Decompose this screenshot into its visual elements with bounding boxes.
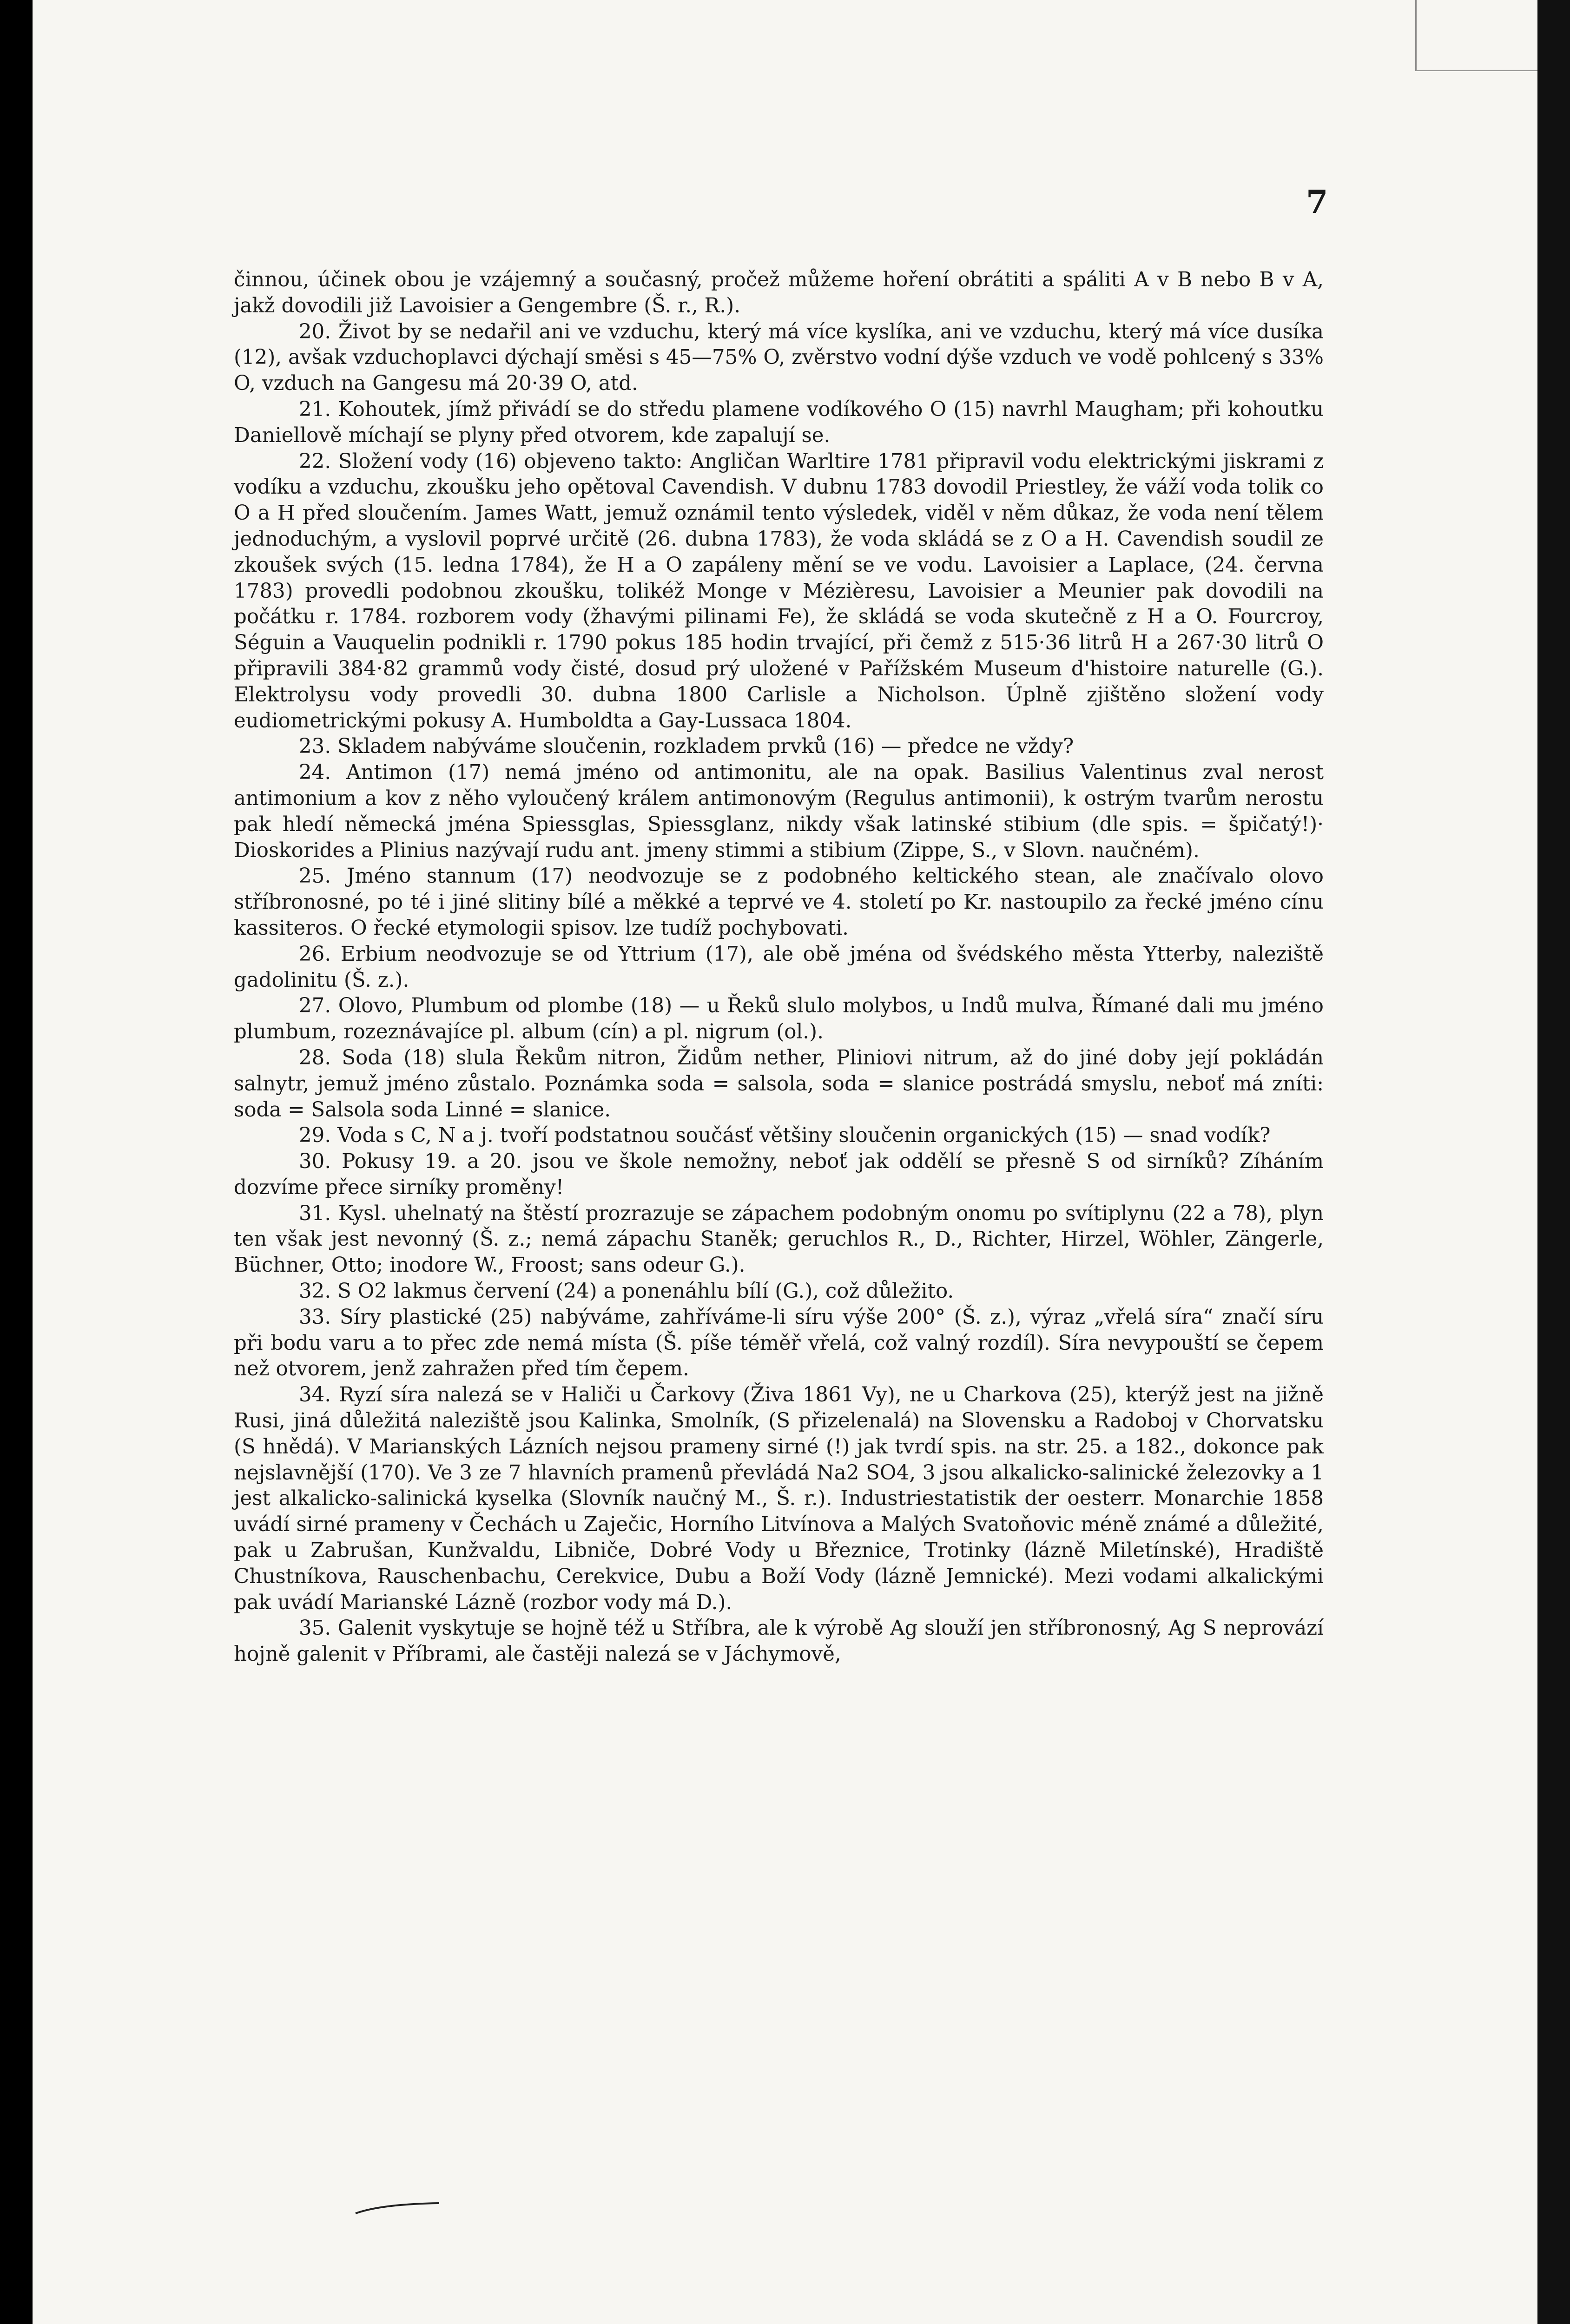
paragraph-20: 20. Život by se nedařil ani ve vzduchu, který má více kyslíka, ani ve vzduchu, který má více dusíka (12), avšak vzduchoplavci dýchají směsi s 45—75% O, zvěrstvo vodní dýše vzduch ve vodě pohlcený s 33% O, vzduch na Gangesu má 20·39 O, atd. xyxy=(234,320,1324,396)
paragraph-27: 27. Olovo, Plumbum od plombe (18) — u Řeků slulo molybos, u Indů mulva, Římané dali mu jméno plumbum, rozeznávajíce pl. album (cín) a pl. nigrum (ol.). xyxy=(234,994,1324,1044)
paragraph-intro: činnou, účinek obou je vzájemný a současný, pročež můžeme hoření obrátiti a spáliti A v B nebo B v A, jakž dovodili již Lavoisier a Gengembre (Š. r., R.). xyxy=(234,268,1324,317)
paragraph-32: 32. S O2 lakmus červení (24) a ponenáhlu bílí (G.), což důležito. xyxy=(299,1280,954,1303)
page-number: 7 xyxy=(1306,184,1328,221)
paragraph-23: 23. Skladem nabýváme sloučenin, rozkladem prvků (16) — předce ne vždy? xyxy=(299,735,1074,759)
paragraph-33: 33. Síry plastické (25) nabýváme, zahříváme-li síru výše 200° (Š. z.), výraz „vřelá síra“ značí síru při bodu varu a to přec zde nemá místa (Š. píše téměř vřelá, což valný rozdíl). Síra nevypouští se čepem než otvorem, jenž zahražen před tím čepem. xyxy=(234,1305,1324,1381)
paragraph-28: 28. Soda (18) slula Řekům nitron, Židům nether, Pliniovi nitrum, až do jiné doby její pokládán salnytr, jemuž jméno zůstalo. Poznámka soda = salsola, soda = slanice postrádá smyslu, neboť má zníti: soda = Salsola soda Linné = slanice. xyxy=(234,1046,1324,1122)
paragraph-22: 22. Složení vody (16) objeveno takto: Angličan Warltire 1781 připravil vodu elektrickými jiskrami z vodíku a vzduchu, zkoušku jeho opětoval Cavendish. V dubnu 1783 dovodil Priestley, že váží voda tolik co O a H před sloučením. James Watt, jemuž oznámil tento výsledek, viděl v něm důkaz, že voda není tělem jednoduchým, a vyslovil poprvé určitě (26. dubna 1783), že voda skládá se z O a H. Cavendish soudil ze zkoušek svých (15. ledna 1784), že H a O zapáleny mění se ve vodu. Lavoisier a Laplace, (24. června 1783) provedli podobnou zkoušku, tolikéž Monge v Mézièresu, Lavoisier a Meunier pak dovodili na počátku r. 1784. rozborem vody (žhavými pilinami Fe), že skládá se voda skutečně z H a O. Fourcroy, Séguin a Vauquelin podnikli r. 1790 pokus 185 hodin trvající, při čemž z 515·36 litrů H a 267·30 litrů O připravili 384·82 grammů vody čisté, dosud prý uložené v Pařížském Museum d'histoire naturelle (G.). Elektrolysu vody provedli 30. dubna 1800 Carlisle a Nicholson. Úplně zjištěno složení vody eudiometrickými pokusy A. Humboldta a Gay-Lussaca 1804. xyxy=(234,449,1324,733)
paragraph-35: 35. Galenit vyskytuje se hojně též u Stříbra, ale k výrobě Ag slouží jen stříbronosný, Ag S neprovází hojně galenit v Příbrami, ale častěji nalezá se v Jáchymově, xyxy=(234,1617,1324,1666)
scan-edge-left xyxy=(0,0,33,2324)
scan-edge-right xyxy=(1537,0,1570,2324)
paragraph-34: 34. Ryzí síra nalezá se v Haliči u Čarkovy (Živa 1861 Vy), ne u Charkova (25), kterýž jest na jižně Rusi, jiná důležitá naleziště jsou Kalinka, Smolník, (S přizelenalá) na Slovensku a Radoboj v Chorvatsku (S hnědá). V Marianských Lázních nejsou prameny sirné (!) jak tvrdí spis. na str. 25. a 182., dokonce pak nejslavnější (170). Ve 3 ze 7 hlavních pramenů převládá Na2 SO4, 3 jsou alkalicko-salinické železovky a 1 jest alkalicko-salinická kyselka (Slovník naučný M., Š. r.). Industriestatistik der oesterr. Monarchie 1858 uvádí sirné prameny v Čechách u Zaječic, Horního Litvínova a Malých Svatoňovic méně známé a důležité, pak u Zabrušan, Kunžvaldu, Libniče, Dobré Vody u Březnice, Trotinky (lázně Miletínské), Hradiště Chustníkova, Rauschenbachu, Cerekvice, Dubu a Boží Vody (lázně Jemnické). Mezi vodami alkalickými pak uvádí Marianské Lázně (rozbor vody má D.). xyxy=(234,1383,1324,1614)
paragraph-26: 26. Erbium neodvozuje se od Yttrium (17), ale obě jména od švédského města Ytterby, naleziště gadolinitu (Š. z.). xyxy=(234,942,1324,992)
paragraph-21: 21. Kohoutek, jímž přivádí se do středu plamene vodíkového O (15) navrhl Maugham; při kohoutku Daniellově míchají se plyny před otvorem, kde zapalují se. xyxy=(234,397,1324,447)
paragraph-25: 25. Jméno stannum (17) neodvozuje se z podobného keltického stean, ale značívalo olovo stříbronosné, po té i jiné slitiny bílé a měkké a teprvé ve 4. století po Kr. nastoupilo za řecké jméno cínu kassiteros. O řecké etymologii spisov. lze tudíž pochybovati. xyxy=(234,865,1324,940)
paragraph-31: 31. Kysl. uhelnatý na štěstí prozrazuje se zápachem podobným onomu po svítiplynu (22 a 78), plyn ten však jest nevonný (Š. z.; nemá zápachu Staněk; geruchlos R., D., Richter, Hirzel, Wöhler, Zängerle, Büchner, Otto; inodore W., Froost; sans odeur G.). xyxy=(234,1202,1324,1277)
pencil-mark-icon xyxy=(353,2199,442,2218)
scan-corner-mark xyxy=(1415,0,1537,71)
paragraph-30: 30. Pokusy 19. a 20. jsou ve škole nemožny, neboť jak oddělí se přesně S od sirníků? Zíháním dozvíme přece sirníky proměny! xyxy=(234,1150,1324,1199)
paragraph-29: 29. Voda s C, N a j. tvoří podstatnou součásť většiny sloučenin organických (15) — snad vodík? xyxy=(299,1124,1271,1148)
paragraph-24: 24. Antimon (17) nemá jméno od antimonitu, ale na opak. Basilius Valentinus zval nerost antimonium a kov z něho vyloučený králem antimonovým (Regulus antimonii), k ostrým tvarům nerostu pak hledí německá jména Spiessglas, Spiessglanz, nikdy však latinské stibium (dle spis. = špičatý!)· Dioskorides a Plinius nazývají rudu ant. jmeny stimmi a stibium (Zippe, S., v Slovn. naučném). xyxy=(234,761,1324,862)
text-block xyxy=(234,267,1324,1668)
